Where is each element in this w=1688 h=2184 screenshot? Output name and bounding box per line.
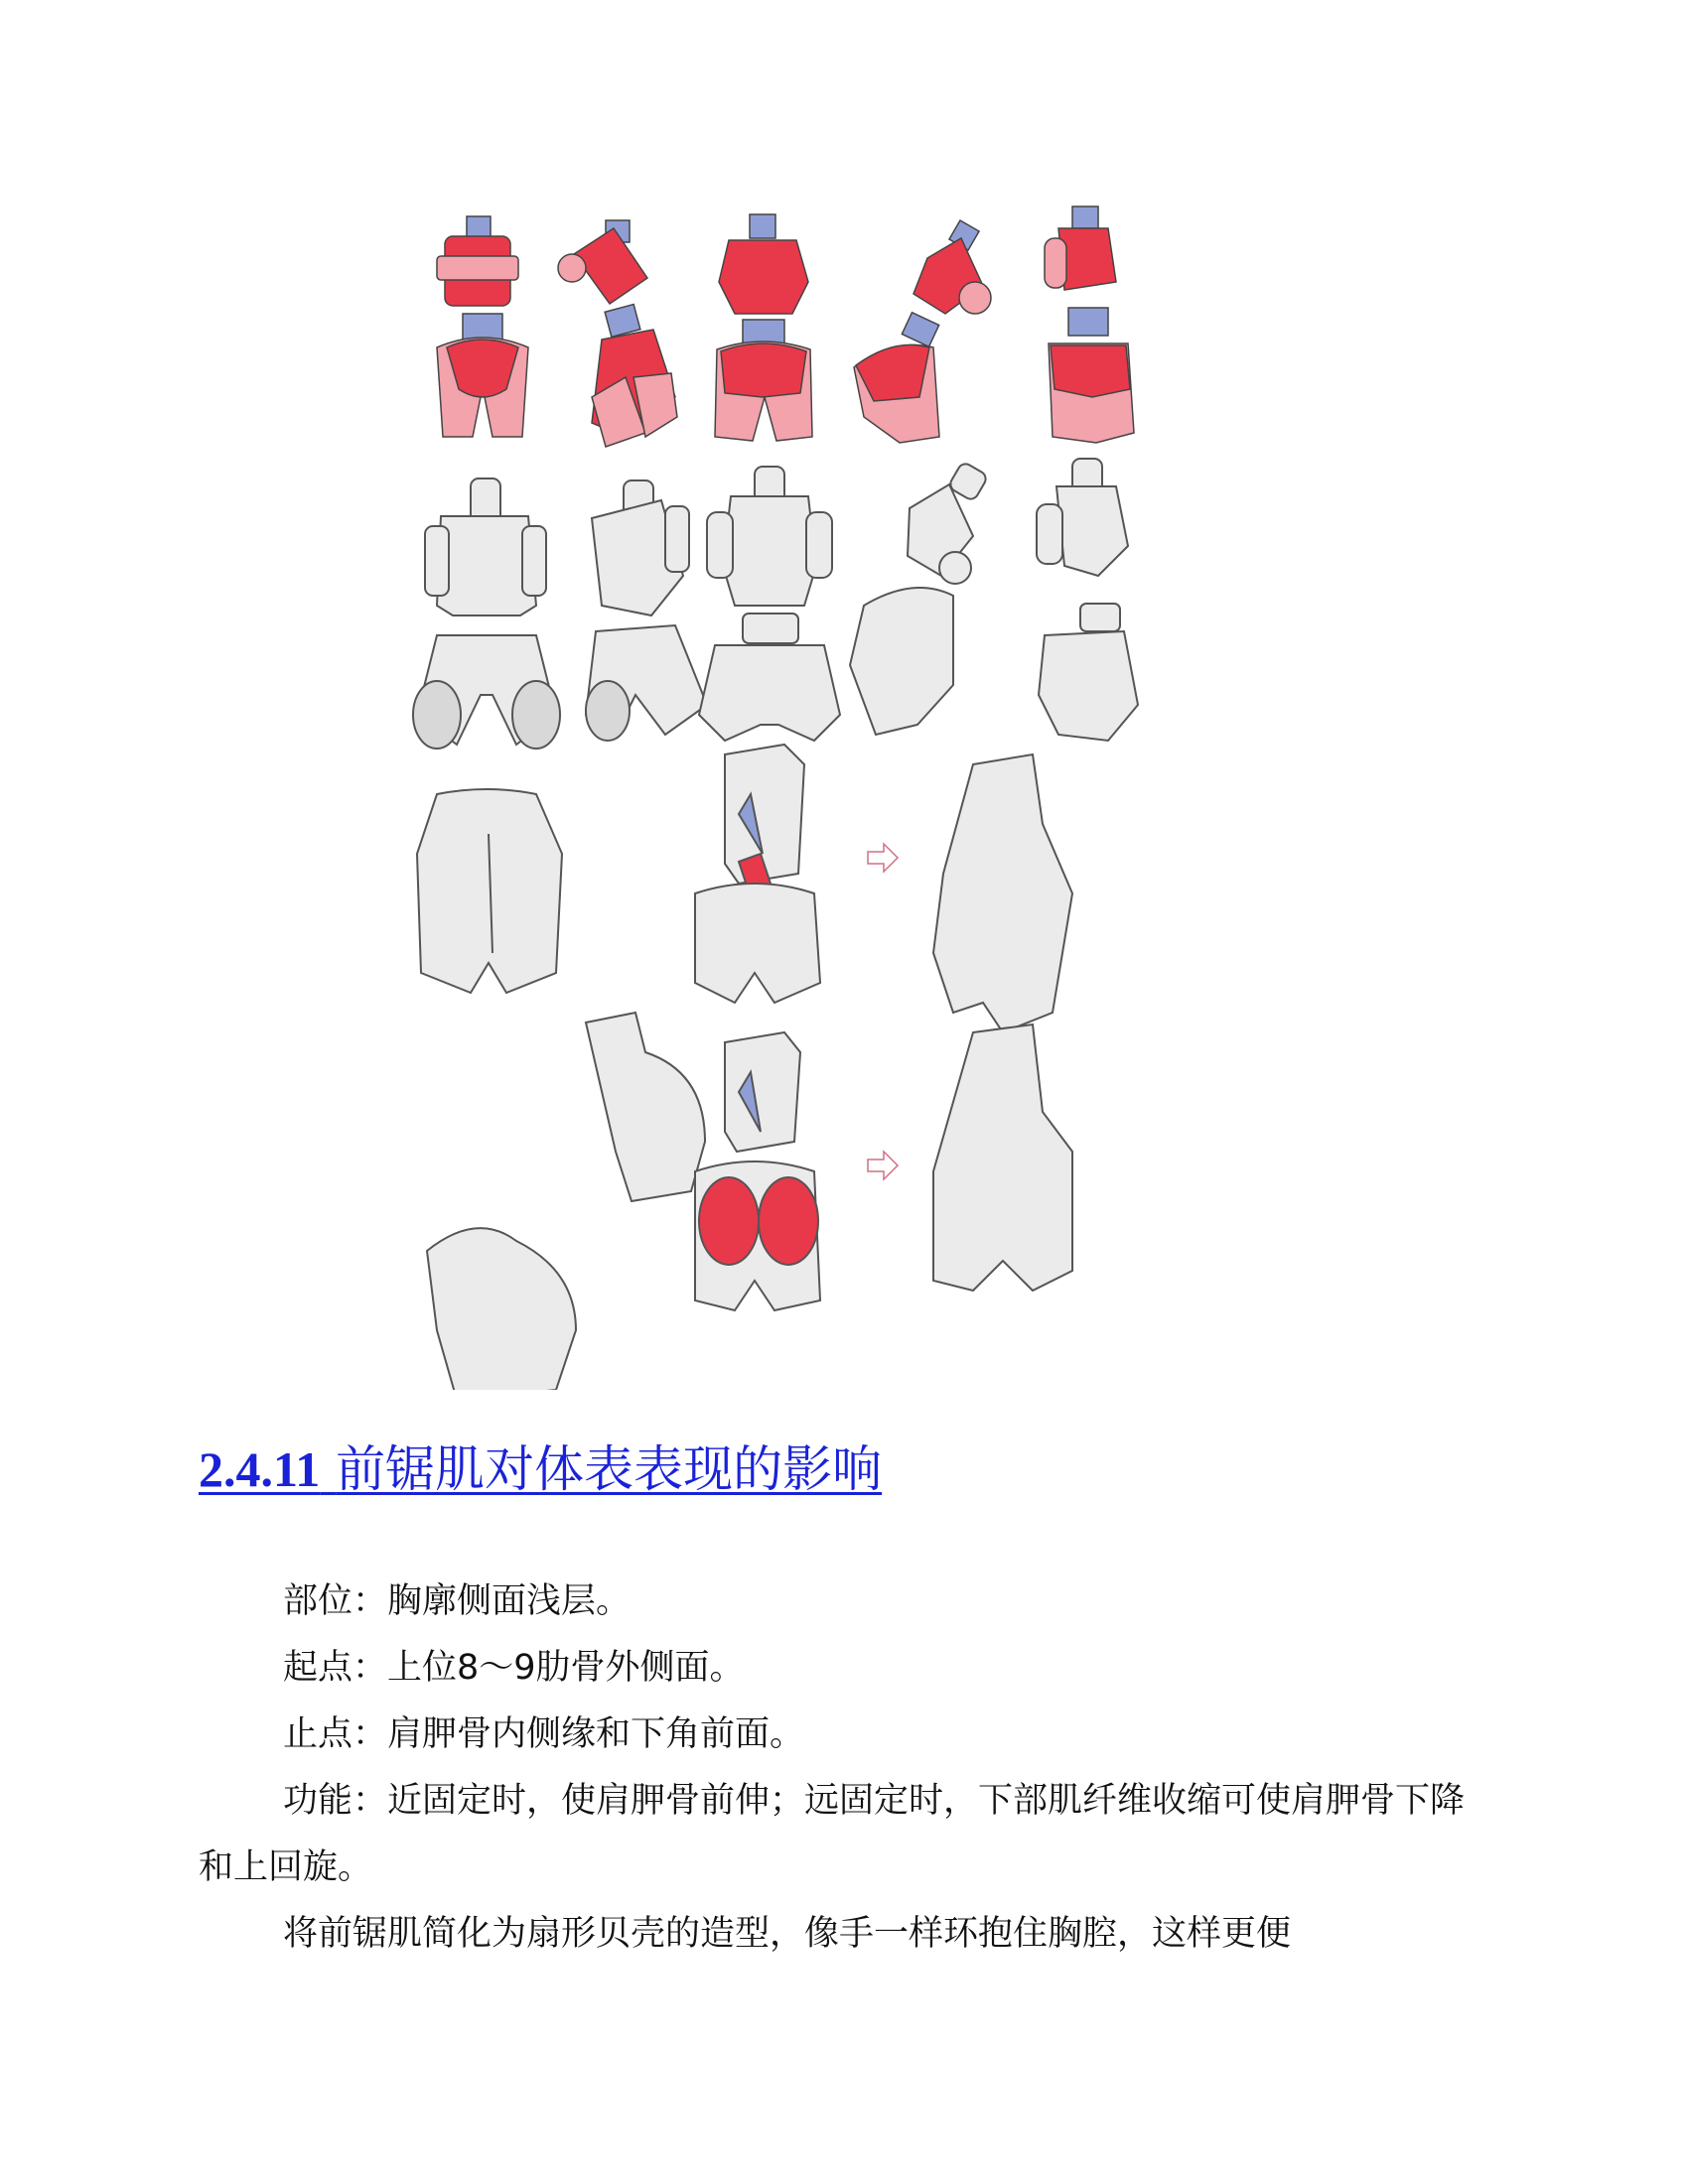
hip-three-quarter-view — [427, 1228, 576, 1390]
gray-torso-side-back — [1037, 459, 1138, 741]
colored-torso-back — [715, 214, 812, 441]
pelvis-box-study-1 — [695, 745, 820, 1003]
colored-torso-front — [437, 216, 528, 437]
body-text — [199, 1569, 1489, 1968]
pelvis-box-study-2 — [695, 1032, 820, 1310]
gray-torso-bent — [850, 462, 988, 735]
right-arrow-icon-1 — [868, 844, 898, 872]
hip-side-view — [586, 1013, 705, 1201]
anatomy-illustration — [397, 199, 1291, 1390]
hip-result-2 — [933, 1024, 1072, 1291]
right-arrow-icon-2 — [868, 1152, 898, 1179]
section-number: 2.4.11 — [199, 1441, 321, 1497]
paragraph-simplification: 将前锯肌简化为扇形贝壳的造型，像手一样环抱住胸腔，这样更便 — [283, 1914, 1292, 1954]
hip-front-view — [417, 789, 562, 993]
gray-torso-front — [413, 478, 560, 749]
gray-torso-row — [413, 459, 1138, 749]
gray-torso-back — [699, 467, 840, 741]
colored-torso-side-back — [1045, 206, 1134, 443]
colored-torso-row — [437, 206, 1134, 447]
paragraph-insertion: 止点：肩胛骨内侧缘和下角前面。 — [283, 1714, 805, 1754]
paragraph-origin: 起点：上位8～9肋骨外侧面。 — [283, 1648, 745, 1688]
gray-torso-twisted — [586, 480, 707, 741]
section-heading[interactable] — [199, 1430, 882, 1501]
hip-result-1 — [933, 754, 1072, 1032]
hip-studies — [417, 745, 1072, 1390]
section-title: 前锯肌对体表表现的影响 — [336, 1440, 883, 1498]
paragraph-function: 功能：近固定时，使肩胛骨前伸；远固定时，下部肌纤维收缩可使肩胛骨下降和上回旋。 — [199, 1781, 1466, 1887]
colored-torso-twisted — [558, 220, 677, 447]
colored-torso-bent — [854, 220, 991, 443]
paragraph-location: 部位：胸廓侧面浅层。 — [283, 1581, 632, 1621]
